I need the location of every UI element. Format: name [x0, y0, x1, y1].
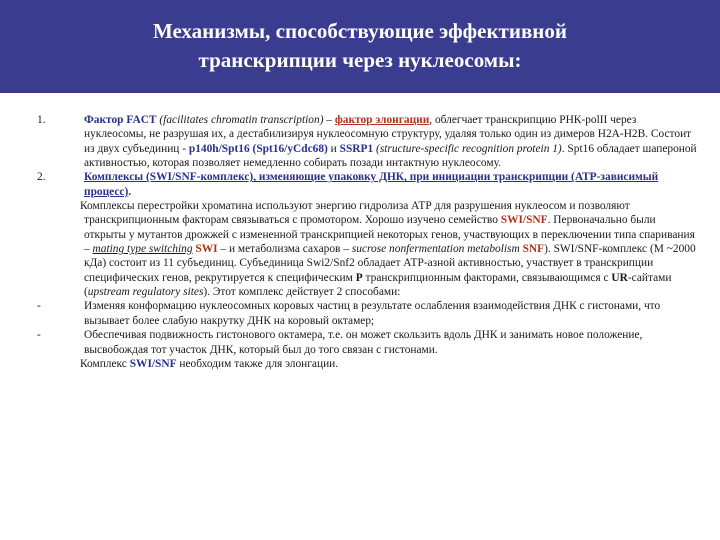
fact-expansion: (facilitates chromatin transcription): [159, 114, 324, 126]
title-line-1: Механизмы, способствующие эффективной: [152, 19, 568, 43]
slide-body: [0, 113, 720, 371]
text-run: ). Этот комплекс действует 2 способами:: [203, 286, 401, 299]
p-term: P: [355, 271, 363, 284]
text-run: Комплекс: [80, 357, 130, 370]
list-marker: 1.: [37, 114, 46, 126]
text-run: необходим также для элонгации.: [176, 357, 339, 370]
snf-term: SNF: [519, 243, 545, 256]
spt16-label: (Spt16/yCdc68): [249, 142, 328, 155]
elongation-factor: фактор элонгации: [334, 114, 430, 126]
list-item-2: [37, 170, 698, 199]
upstream-term: upstream regulatory sites: [87, 286, 204, 299]
text-run: . Spt16 обладает шапероной активностью, которая позволяет немедленно собирать позади интактную нуклеосому.: [84, 142, 697, 170]
text-run: ). SWI/SNF-комплекс (M ~2000 кДа) состоит из 11 субъединиц. Субъединица Swi2/Snf2 обладает АТР-азной активностью, участвует в транскрипции специфических генов, рекрутируется к специфическим: [84, 243, 696, 284]
fact-label: Фактор FACT: [84, 114, 157, 126]
dash-item-2: [37, 328, 698, 357]
swi-snf-term: SWI/SNF: [129, 357, 177, 370]
text-run: , облегчает транскрипцию РНК-polII через нуклеосомы, не разрушая их, а дестабилизируя нуклеосомную структуру, удаляя только один из димеров Н2А-Н2В. Состоит из двух субъединиц -: [84, 114, 692, 155]
text-run: – и метаболизма сахаров –: [217, 243, 352, 256]
mating-type-term: mating type switching: [92, 243, 193, 256]
slide-title: [0, 0, 720, 93]
text-run: .: [128, 185, 132, 198]
ssrp1-expansion: (structure-specific recognition protein 1): [373, 142, 562, 155]
text-run: Комплексы перестройки хроматина используют энергию гидролиза АТР для разрушения нуклеосом и позволяют транскрипционным факторам связываться с промотором. Хорошо изучено семейство: [80, 200, 630, 227]
text-run: -сайтами (: [84, 271, 672, 299]
sucrose-term: sucrose nonfermentation metabolism: [351, 243, 520, 256]
dash-marker: -: [37, 329, 41, 342]
swi-snf-heading: Комплексы (SWI/SNF-комплекс), изменяющие упаковку ДНК, при инициации транскрипции (АТР-зависимый процесс): [84, 171, 659, 198]
ur-term: UR: [611, 271, 628, 284]
text-run: и: [327, 142, 340, 155]
title-line-2: транскрипции через нуклеосомы:: [198, 48, 522, 72]
closing-sentence: [80, 357, 698, 371]
text-run: –: [323, 114, 335, 126]
dash-marker: -: [37, 300, 41, 313]
dash-item-text: Обеспечивая подвижность гистонового октамера, т.е. он может скользить вдоль ДНК и занимать новое положение, высвобождая тот участок ДНК, который был до того связан с гистонами.: [84, 329, 643, 356]
dash-item-1: [37, 299, 698, 328]
list-marker: 2.: [37, 171, 46, 184]
swi-term: SWI: [192, 243, 218, 256]
p140-label: p140h/Spt16: [188, 142, 250, 155]
ssrp1-label: SSRP1: [339, 142, 374, 155]
text-run: . Первоначально были открыты у мутантов дрожжей с измененной транскрипцией некоторых генов, участвующих в переключении типа спаривания –: [84, 214, 695, 256]
text-run: транскрипционным факторами, связывающимся с: [362, 271, 612, 284]
swi-snf-term: SWI/SNF: [500, 214, 548, 227]
list-item-1: [37, 113, 698, 170]
swi-snf-paragraph: [80, 199, 698, 299]
dash-item-text: Изменяя конформацию нуклеосомных коровых частиц в результате ослабления взаимодействия ДНК с гистонами, что вызывает более слабую накрутку ДНК на коровый октамер;: [84, 300, 661, 327]
